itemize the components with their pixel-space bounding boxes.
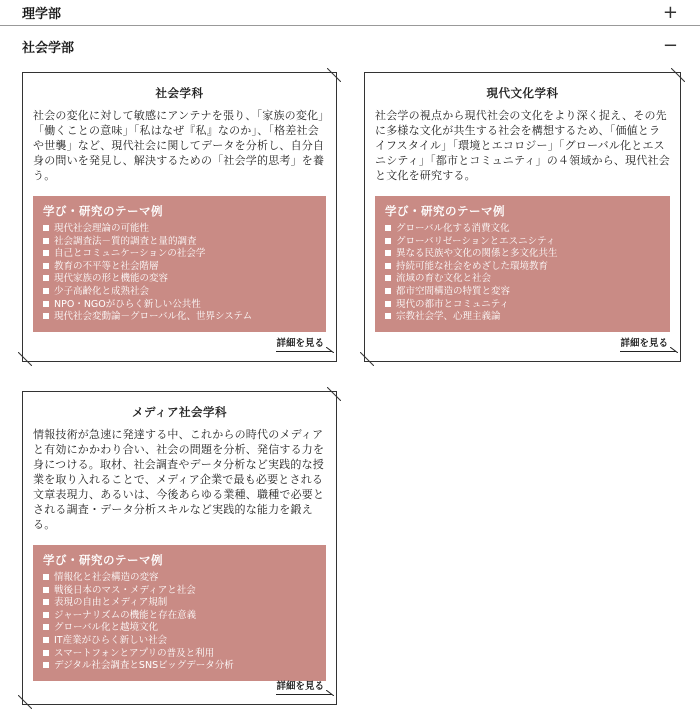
accordion-science[interactable] [0, 0, 700, 26]
list-item: 少子高齢化と成熟社会 [43, 286, 316, 299]
underline [620, 351, 676, 352]
list-item: 異なる民族や文化の関係と多文化共生 [385, 248, 660, 261]
corner-fold-icon [18, 695, 32, 709]
detail-link-label: 詳細を見る [276, 681, 324, 692]
detail-link[interactable] [276, 335, 324, 352]
list-item: グローバリゼーションとエスニシティ [385, 236, 660, 249]
card-title: メディア社会学科 [131, 405, 228, 419]
themes-heading: 学び・研究のテーマ例 [43, 204, 163, 218]
card-description: 情報技術が急速に発達する中、これからの時代のメディアと有効にかかわり合い、社会の問題を分析、発信する力を身につける。取材、社会調査やデータ分析など実践的な授業を取り入れることで、メディア企業で最も必要とされる文章表現力、あるいは、今後あらゆる業種、職種で必要とされる調査・データ分析スキルなど実践的な能力を鍛える。 [33, 428, 325, 531]
arrow-right-icon [326, 347, 334, 353]
list-item: 自己とコミュニケーションの社会学 [43, 248, 316, 261]
list-item: グローバル化する消費文化 [385, 223, 660, 236]
list-item: 戦後日本のマス・メディアと社会 [43, 585, 316, 598]
corner-fold-icon [671, 68, 685, 82]
arrow-right-icon [326, 690, 334, 696]
list-item: 持続可能な社会をめざした環境教育 [385, 261, 660, 274]
list-item: デジタル社会調査とSNSビッグデータ分析 [43, 660, 316, 673]
detail-link-label: 詳細を見る [620, 338, 668, 349]
theme-examples-box [33, 545, 326, 681]
theme-list [43, 223, 316, 324]
department-card-modern-culture [364, 72, 681, 362]
list-item: IT産業がひらく新しい社会 [43, 635, 316, 648]
underline [276, 351, 332, 352]
detail-link-label: 詳細を見る [276, 338, 324, 349]
list-item: 教育の不平等と社会階層 [43, 261, 316, 274]
card-title: 社会学科 [155, 86, 204, 100]
list-item: 現代家族の形と機能の変容 [43, 273, 316, 286]
list-item: 現代社会変動論－グローバル化、世界システム [43, 311, 316, 324]
themes-heading: 学び・研究のテーマ例 [385, 204, 505, 218]
corner-fold-icon [360, 352, 374, 366]
department-card-sociology [22, 72, 337, 362]
expand-plus-icon[interactable]: + [662, 1, 678, 23]
list-item: 流域の育む文化と社会 [385, 273, 660, 286]
list-item: 社会調査法－質的調査と量的調査 [43, 236, 316, 249]
arrow-right-icon [670, 347, 678, 353]
accordion-title: 社会学部 [22, 40, 75, 56]
card-title: 現代文化学科 [486, 86, 559, 100]
theme-list [43, 572, 316, 673]
accordion-sociology[interactable] [0, 27, 700, 65]
list-item: 現代の都市とコミュニティ [385, 299, 660, 312]
underline [276, 694, 332, 695]
corner-fold-icon [18, 352, 32, 366]
list-item: 表現の自由とメディア規制 [43, 597, 316, 610]
list-item: NPO・NGOがひらく新しい公共性 [43, 299, 316, 312]
detail-link[interactable] [620, 335, 668, 352]
department-card-media-sociology [22, 391, 337, 705]
themes-heading: 学び・研究のテーマ例 [43, 553, 163, 567]
list-item: スマートフォンとアプリの普及と利用 [43, 648, 316, 661]
corner-fold-icon [327, 68, 341, 82]
list-item: グローバル化と越境文化 [43, 622, 316, 635]
theme-list [385, 223, 660, 324]
accordion-title: 理学部 [22, 7, 62, 22]
card-description: 社会の変化に対して敏感にアンテナを張り、「家族の変化」「働くことの意味」「私はなぜ『私』なのか」、「格差社会や世襲」など、現代社会に関してデータを分析し、自分自身の問いを発見し、解決するための「社会学的思考」を養う。 [33, 109, 325, 182]
card-description: 社会学の視点から現代社会の文化をより深く捉え、その先に多様な文化が共生する社会を構想するため、「価値とライフスタイル」「環境とエコロジー」「グローバル化とエスニシティ」「都市とコミュニティ」の４領域から、現代社会と文化を研究する。 [375, 109, 670, 182]
theme-examples-box [33, 196, 326, 332]
list-item: ジャーナリズムの機能と存在意義 [43, 610, 316, 623]
list-item: 情報化と社会構造の変容 [43, 572, 316, 585]
collapse-minus-icon[interactable]: − [662, 35, 678, 56]
theme-examples-box [375, 196, 670, 332]
list-item: 都市空間構造の特質と変容 [385, 286, 660, 299]
detail-link[interactable] [276, 678, 324, 695]
corner-fold-icon [327, 387, 341, 401]
list-item: 現代社会理論の可能性 [43, 223, 316, 236]
list-item: 宗教社会学、心理主義論 [385, 311, 660, 324]
